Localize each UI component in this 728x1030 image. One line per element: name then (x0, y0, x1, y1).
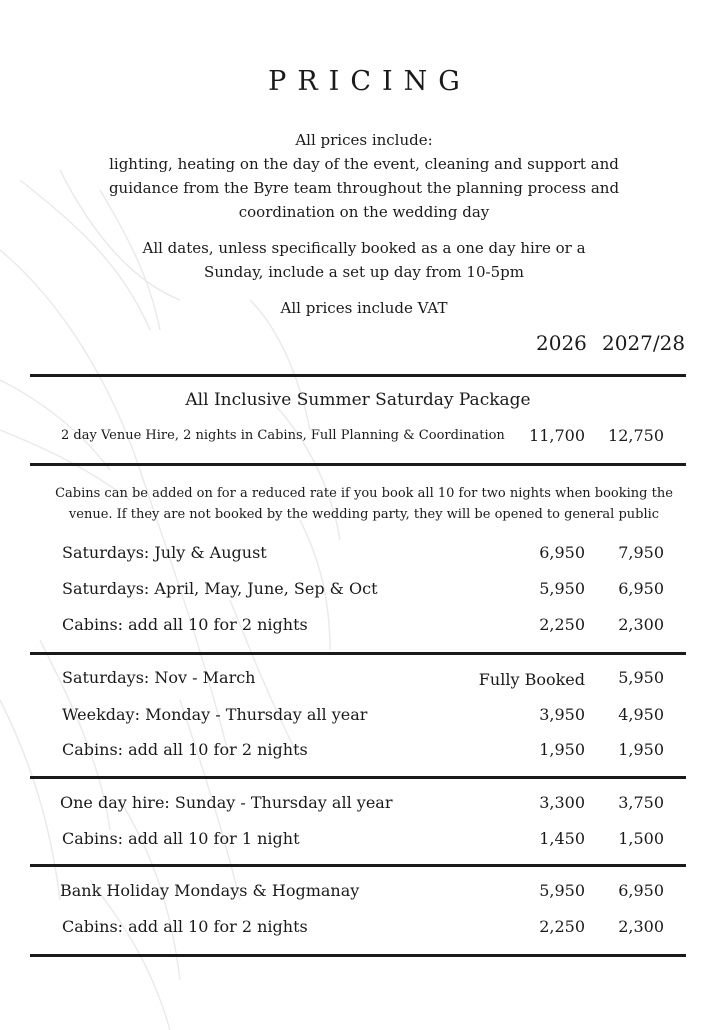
divider (30, 954, 686, 957)
price-2026: 3,300 (539, 793, 585, 812)
page-title: PRICING (268, 66, 471, 97)
price-2026: 3,950 (539, 705, 585, 724)
price-2027: 6,950 (618, 579, 664, 598)
price-row-label: Cabins: add all 10 for 2 nights (62, 917, 308, 936)
package-price-2027: 12,750 (608, 426, 664, 445)
price-2027: 1,950 (618, 740, 664, 759)
price-2027: 7,950 (618, 543, 664, 562)
price-row-label: Cabins: add all 10 for 2 nights (62, 615, 308, 634)
intro-prices-include: All prices include: (295, 131, 433, 149)
divider (30, 776, 686, 779)
divider (30, 652, 686, 655)
divider (30, 864, 686, 867)
price-2027: 4,950 (618, 705, 664, 724)
price-row-label: Cabins: add all 10 for 2 nights (62, 740, 308, 759)
intro-set-up-day: All dates, unless specifically booked as a one day hire or a Sunday, include a set up day from 10-5pm (142, 239, 586, 281)
divider (30, 463, 686, 466)
package-label: 2 day Venue Hire, 2 nights in Cabins, Full Planning & Coordination (61, 428, 505, 443)
intro-vat-note: All prices include VAT (280, 299, 448, 317)
price-2027: 2,300 (618, 615, 664, 634)
year-header-2027-28: 2027/28 (602, 331, 686, 355)
package-heading: All Inclusive Summer Saturday Package (185, 390, 531, 410)
price-row-label: Weekday: Monday - Thursday all year (62, 705, 368, 724)
price-2026: 1,450 (539, 829, 585, 848)
price-2026: 1,950 (539, 740, 585, 759)
price-2026: 2,250 (539, 615, 585, 634)
price-row-label: Cabins: add all 10 for 1 night (62, 829, 300, 848)
cabins-note: Cabins can be added on for a reduced rate if you book all 10 for two nights when booking the venue. If they are not booked by the wedding party, they will be opened to general public (55, 486, 673, 522)
price-2026: 2,250 (539, 917, 585, 936)
price-row-label: Bank Holiday Mondays & Hogmanay (60, 881, 360, 900)
price-row-label: Saturdays: April, May, June, Sep & Oct (62, 579, 378, 598)
price-2027: 2,300 (618, 917, 664, 936)
package-price-2026: 11,700 (529, 426, 585, 445)
price-row-label: Saturdays: July & August (62, 543, 267, 562)
price-2026: 5,950 (539, 881, 585, 900)
year-header-2026: 2026 (536, 331, 587, 355)
price-2026: 5,950 (539, 579, 585, 598)
price-2026: Fully Booked (478, 670, 585, 689)
price-2027: 3,750 (618, 793, 664, 812)
price-2027: 6,950 (618, 881, 664, 900)
divider (30, 374, 686, 377)
intro-included-items: lighting, heating on the day of the event, cleaning and support and guidance from the Byre team throughout the planning process and coordination on the wedding day (108, 155, 620, 221)
price-2027: 5,950 (618, 668, 664, 687)
price-2027: 1,500 (618, 829, 664, 848)
price-2026: 6,950 (539, 543, 585, 562)
price-row-label: One day hire: Sunday - Thursday all year (60, 793, 393, 812)
price-row-label: Saturdays: Nov - March (62, 668, 256, 687)
